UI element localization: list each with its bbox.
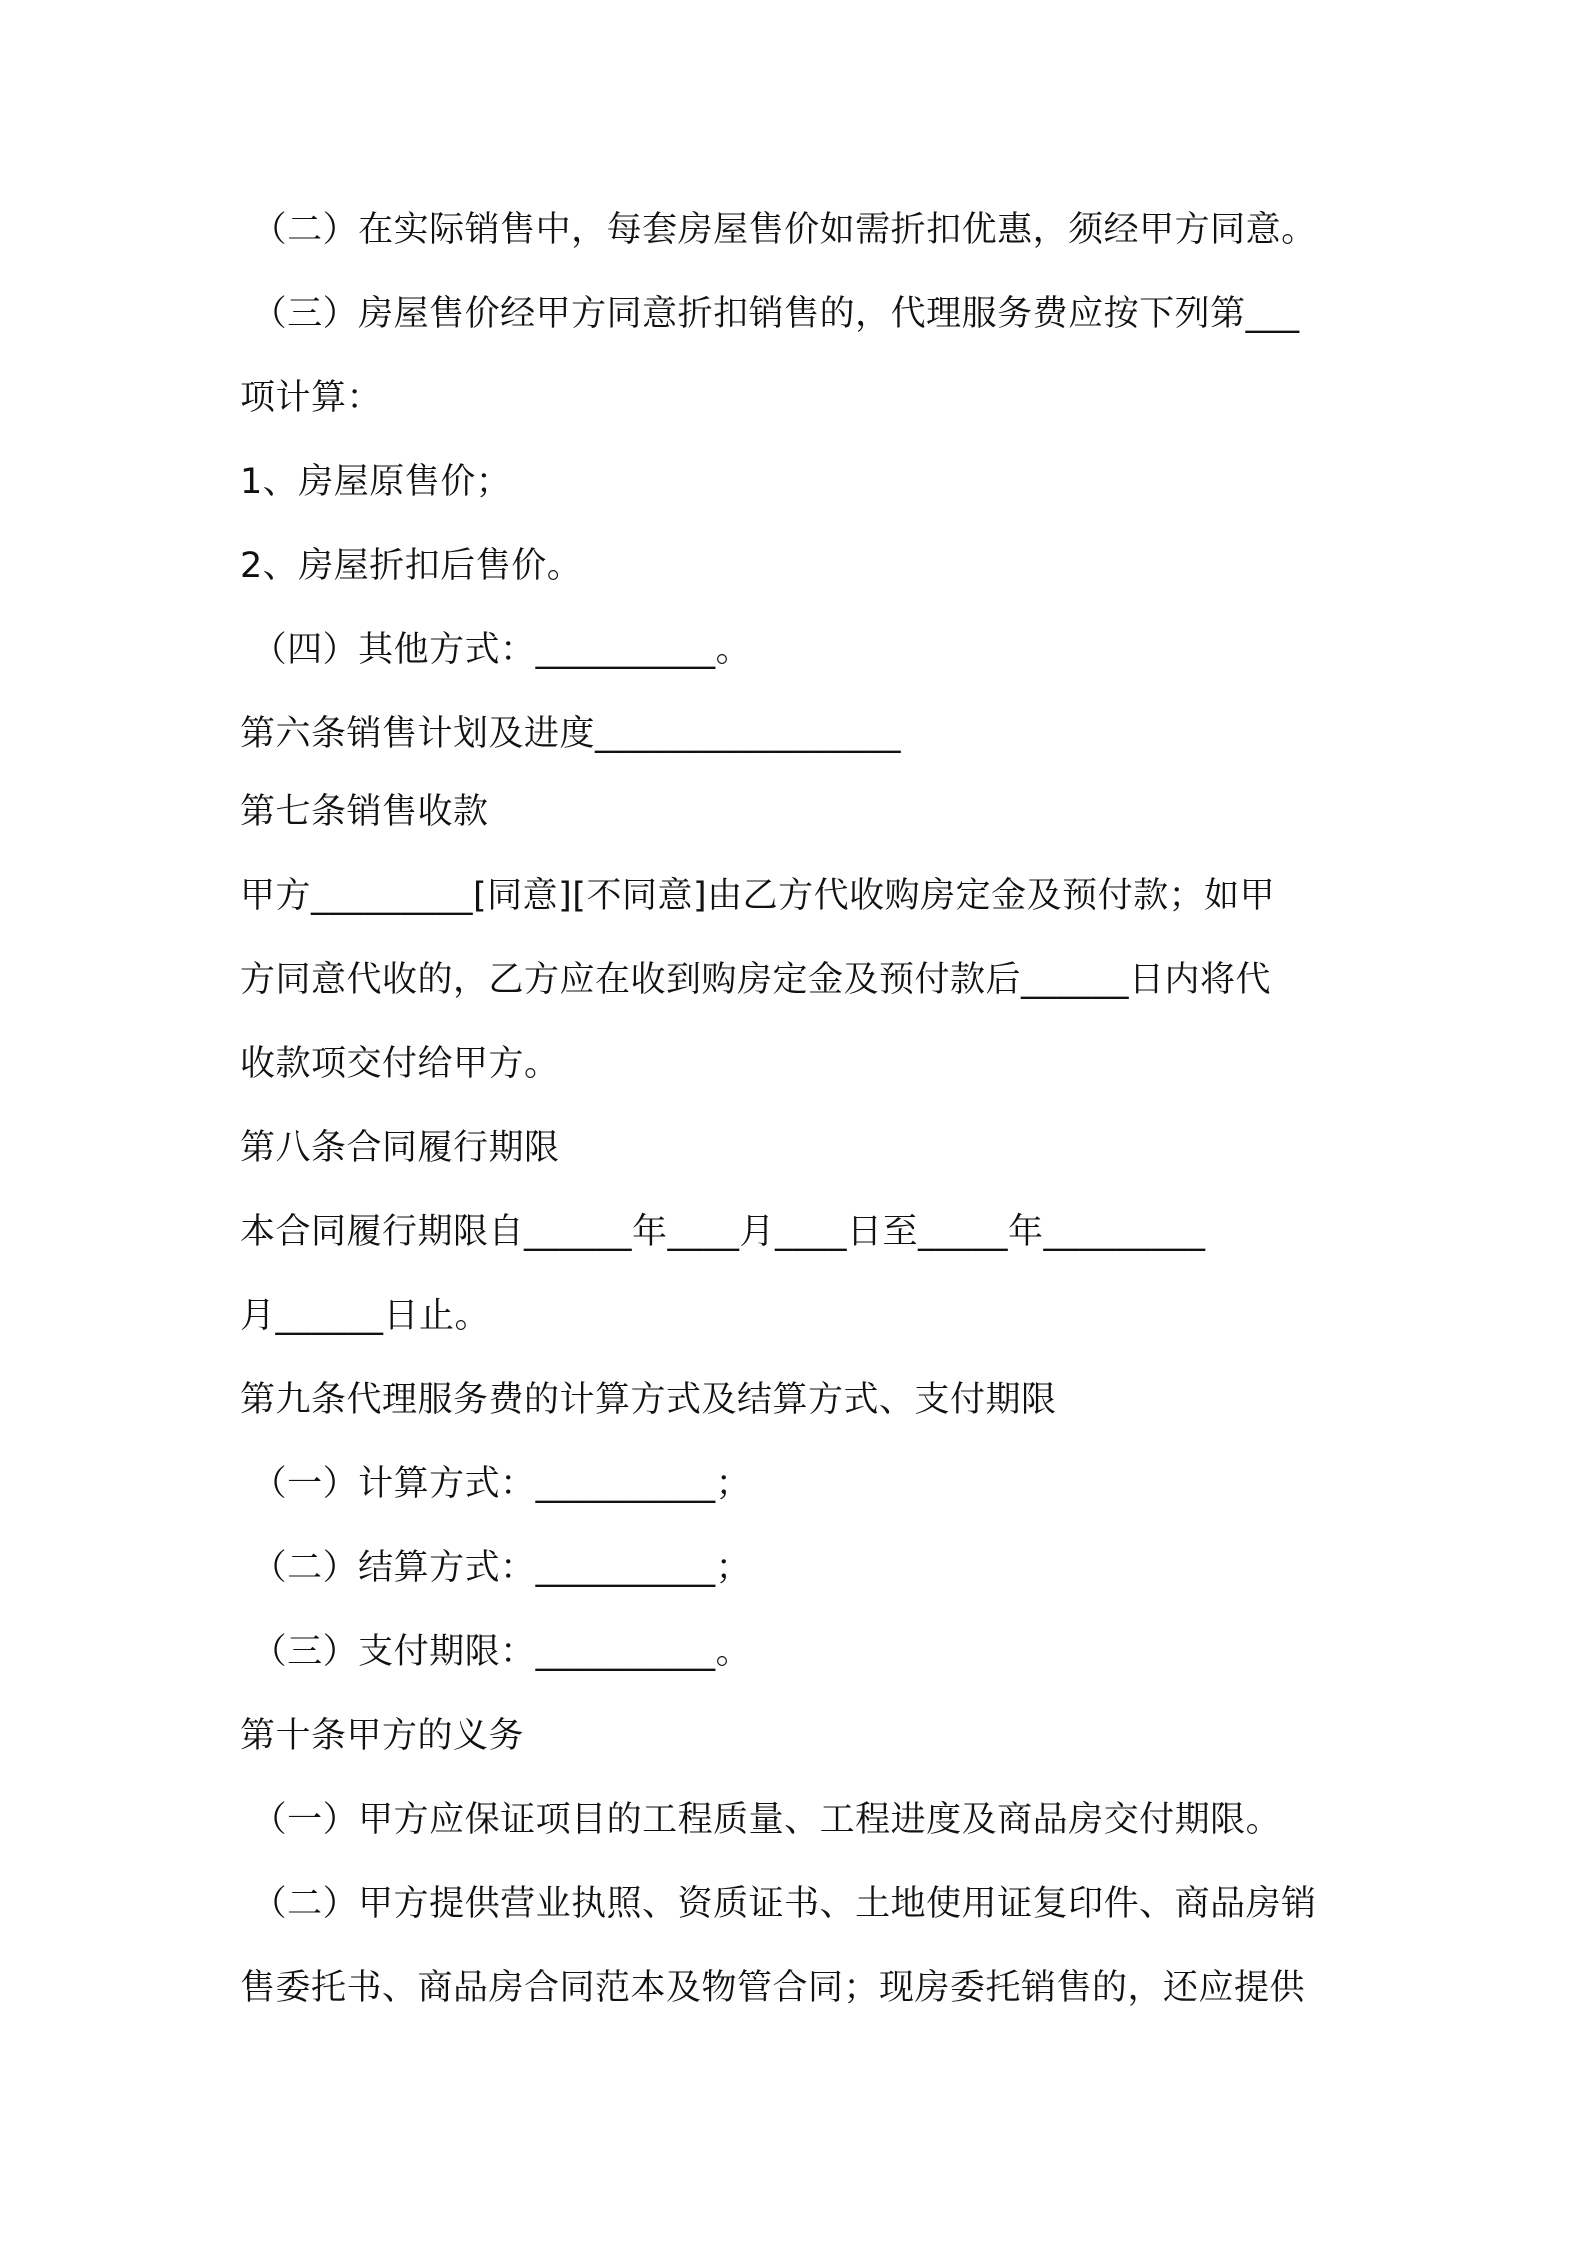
clause-5-item-4: （四）其他方式：__________。 [240, 630, 752, 670]
clause-10-item-2-line-1: （二）甲方提供营业执照、资质证书、土地使用证复印件、商品房销 [240, 1884, 1317, 1924]
clause-9-item-3: （三）支付期限：__________。 [240, 1632, 752, 1672]
clause-9-item-2: （二）结算方式：__________； [240, 1548, 752, 1588]
option-2: 2、房屋折扣后售价。 [240, 546, 583, 586]
clause-10-item-2-line-2: 售委托书、商品房合同范本及物管合同；现房委托销售的，还应提供 [240, 1968, 1306, 2008]
clause-5-item-3-line-2: 项计算： [240, 378, 383, 418]
clause-8-heading: 第八条合同履行期限 [240, 1128, 560, 1168]
clause-6-heading: 第六条销售计划及进度_________________ [240, 714, 902, 754]
clause-7-text-line-1: 甲方_________[同意][不同意]由乙方代收购房定金及预付款；如甲 [240, 876, 1276, 916]
clause-7-text-line-3: 收款项交付给甲方。 [240, 1044, 560, 1084]
clause-10-heading: 第十条甲方的义务 [240, 1716, 525, 1756]
clause-7-text-line-2: 方同意代收的，乙方应在收到购房定金及预付款后______日内将代 [240, 960, 1272, 1000]
clause-8-text-line-1: 本合同履行期限自______年____月____日至_____年_________ [240, 1212, 1206, 1252]
clause-5-item-3-line-1: （三）房屋售价经甲方同意折扣销售的，代理服务费应按下列第___ [240, 294, 1300, 334]
clause-7-heading: 第七条销售收款 [240, 792, 489, 832]
clause-9-item-1: （一）计算方式：__________； [240, 1464, 752, 1504]
option-1: 1、房屋原售价； [240, 462, 512, 502]
clause-5-item-2: （二）在实际销售中，每套房屋售价如需折扣优惠，须经甲方同意。 [240, 210, 1317, 250]
clause-8-text-line-2: 月______日止。 [240, 1296, 491, 1336]
clause-10-item-1: （一）甲方应保证项目的工程质量、工程进度及商品房交付期限。 [240, 1800, 1282, 1840]
clause-9-heading: 第九条代理服务费的计算方式及结算方式、支付期限 [240, 1380, 1057, 1420]
